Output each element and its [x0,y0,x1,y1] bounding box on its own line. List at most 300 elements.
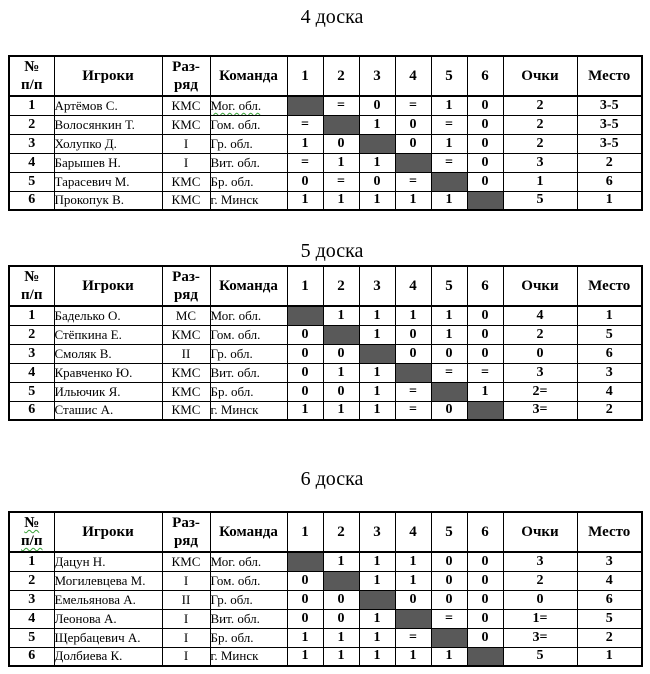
table-row [9,191,642,210]
cell-player: Щербацевич А. [54,628,162,647]
cell-points: 2 [503,571,577,590]
col-header-round-4: 4 [395,512,431,552]
cell-points: 2 [503,115,577,134]
cell-diagonal [395,363,431,382]
cell-result: 0 [287,609,323,628]
team-label: Бр. обл. [210,173,254,189]
col-header-team: Команда [210,56,287,96]
cell-place: 5 [577,325,642,344]
cell-place: 2 [577,401,642,420]
col-header-round-2: 2 [323,512,359,552]
col-header-round-4: 4 [395,266,431,306]
cell-result: 1 [359,609,395,628]
cell-rank: I [162,571,210,590]
cell-player: Смоляк В. [54,344,162,363]
col-header-round-3: 3 [359,56,395,96]
cell-diagonal [431,628,467,647]
board-title: 5 доска [300,240,364,262]
cell-team [210,96,287,115]
board-section [0,240,650,421]
cell-result: 0 [431,344,467,363]
table-row [9,609,642,628]
cell-team [210,552,287,571]
cell-diagonal [467,647,503,666]
cell-player: Холупко Д. [54,134,162,153]
header-row [9,512,642,552]
cell-diagonal [287,306,323,325]
cell-result: 0 [467,134,503,153]
cell-result: 1 [323,647,359,666]
cell-number: 2 [9,115,54,134]
board-title: 6 доска [300,468,364,490]
cell-diagonal [287,96,323,115]
cell-rank: I [162,628,210,647]
cell-result: 0 [467,153,503,172]
team-label: Гр. обл. [210,591,253,607]
cell-team [210,363,287,382]
cell-result: 1 [395,552,431,571]
cell-rank: КМС [162,363,210,382]
cell-rank: КМС [162,325,210,344]
cell-team [210,306,287,325]
cell-result: 1 [287,401,323,420]
cell-rank: КМС [162,96,210,115]
cell-points: 3= [503,628,577,647]
cell-rank: КМС [162,191,210,210]
header-number-line1: № [24,269,40,285]
col-header-rank [162,512,210,552]
cell-result: 1 [431,647,467,666]
cell-result: 1 [431,325,467,344]
cell-place: 6 [577,344,642,363]
team-label: Бр. обл. [210,383,254,399]
cell-result: 1 [359,363,395,382]
table-row [9,96,642,115]
cell-place: 1 [577,306,642,325]
cell-result: 0 [467,571,503,590]
cell-place: 3-5 [577,115,642,134]
col-header-round-2: 2 [323,266,359,306]
cell-number: 5 [9,172,54,191]
team-label: г. Минск [210,402,259,418]
cell-diagonal [359,590,395,609]
cell-number: 4 [9,153,54,172]
cell-result: 0 [287,172,323,191]
cell-result: = [431,153,467,172]
cell-result: 0 [395,134,431,153]
header-rank-line1: Раз- [172,59,200,75]
col-header-round-5: 5 [431,512,467,552]
header-number-line2: п/п [21,77,43,93]
header-rank-line1: Раз- [172,269,200,285]
cell-result: = [431,363,467,382]
cell-team [210,628,287,647]
cell-team [210,401,287,420]
col-header-players: Игроки [54,266,162,306]
cell-points: 2 [503,96,577,115]
cell-result: = [323,172,359,191]
cell-rank: КМС [162,172,210,191]
table-row [9,401,642,420]
col-header-points: Очки [503,512,577,552]
col-header-round-3: 3 [359,512,395,552]
cell-player: Сташис А. [54,401,162,420]
cell-place: 4 [577,571,642,590]
cell-result: 1 [359,382,395,401]
cell-place: 6 [577,172,642,191]
cell-place: 1 [577,191,642,210]
col-header-round-2: 2 [323,56,359,96]
cell-result: 1 [359,115,395,134]
table-row [9,647,642,666]
cell-points: 2 [503,325,577,344]
cell-result: 0 [323,134,359,153]
cell-result: 1 [359,628,395,647]
cell-result: 0 [467,344,503,363]
cell-result: 0 [467,628,503,647]
cell-points: 3 [503,153,577,172]
cell-diagonal [431,382,467,401]
cell-team [210,172,287,191]
cell-diagonal [323,325,359,344]
cell-rank: КМС [162,382,210,401]
crosstable [8,511,643,667]
table-row [9,153,642,172]
team-label: г. Минск [210,648,259,664]
cell-number: 5 [9,628,54,647]
cell-number: 4 [9,363,54,382]
cell-result: 0 [467,172,503,191]
cell-place: 6 [577,590,642,609]
cell-player: Артёмов С. [54,96,162,115]
cell-diagonal [395,609,431,628]
cell-number: 5 [9,382,54,401]
cell-number: 6 [9,191,54,210]
cell-place: 2 [577,153,642,172]
cell-result: 1 [431,191,467,210]
col-header-round-6: 6 [467,266,503,306]
cell-result: 0 [287,571,323,590]
cell-result: 0 [287,325,323,344]
cell-place: 3-5 [577,134,642,153]
col-header-round-5: 5 [431,266,467,306]
cell-result: 1 [359,571,395,590]
cell-result: = [395,628,431,647]
cell-result: 1 [287,191,323,210]
cell-rank: КМС [162,401,210,420]
cell-points: 4 [503,306,577,325]
cell-result: 1 [359,401,395,420]
col-header-round-1: 1 [287,266,323,306]
cell-points: 3 [503,552,577,571]
cell-diagonal [467,401,503,420]
cell-result: 0 [395,344,431,363]
cell-player: Могилевцева М. [54,571,162,590]
cell-points: 0 [503,344,577,363]
cell-result: = [323,96,359,115]
team-label: Гом. обл. [210,326,261,342]
cell-result: 1 [431,134,467,153]
cell-place: 3 [577,363,642,382]
cell-number: 6 [9,401,54,420]
cell-number: 4 [9,609,54,628]
cell-team [210,590,287,609]
team-label: Мог. обл. [210,97,262,113]
cell-result: 0 [287,363,323,382]
header-number-line1: № [24,59,40,75]
cell-diagonal [323,115,359,134]
cell-result: = [395,172,431,191]
crosstable [8,265,643,421]
col-header-round-3: 3 [359,266,395,306]
cell-result: 1 [359,647,395,666]
team-label: Вит. обл. [210,364,260,380]
cell-result: 1 [323,191,359,210]
cell-number: 2 [9,325,54,344]
cell-place: 4 [577,382,642,401]
cell-result: = [431,115,467,134]
cell-player: Баделько О. [54,306,162,325]
col-header-round-5: 5 [431,56,467,96]
team-label: Мог. обл. [210,307,262,323]
cell-place: 2 [577,628,642,647]
col-header-round-1: 1 [287,512,323,552]
cell-rank: II [162,344,210,363]
cell-number: 1 [9,96,54,115]
header-row [9,56,642,96]
cell-result: = [395,401,431,420]
team-label: Гом. обл. [210,116,261,132]
cell-player: Дацун Н. [54,552,162,571]
cell-place: 1 [577,647,642,666]
cell-result: 1 [359,306,395,325]
team-label: Гом. обл. [210,572,261,588]
cell-rank: МС [162,306,210,325]
col-header-points: Очки [503,56,577,96]
table-row [9,363,642,382]
cell-result: 0 [467,306,503,325]
cell-points: 1= [503,609,577,628]
cell-rank: КМС [162,552,210,571]
col-header-players: Игроки [54,512,162,552]
cell-result: 1 [323,552,359,571]
cell-result: 0 [395,115,431,134]
col-header-round-6: 6 [467,512,503,552]
cell-rank: I [162,609,210,628]
col-header-round-1: 1 [287,56,323,96]
board-section [0,6,650,211]
cell-result: 0 [359,172,395,191]
cell-rank: I [162,134,210,153]
cell-player: Долбиева К. [54,647,162,666]
crosstable [8,55,643,211]
table-row [9,382,642,401]
document [0,6,650,667]
cell-player: Барышев Н. [54,153,162,172]
cell-rank: КМС [162,115,210,134]
cell-result: 0 [323,344,359,363]
table-row [9,628,642,647]
table-row [9,115,642,134]
team-label: Вит. обл. [210,154,260,170]
cell-result: 0 [323,382,359,401]
table-row [9,325,642,344]
cell-points: 5 [503,191,577,210]
cell-result: 1 [287,628,323,647]
col-header-points: Очки [503,266,577,306]
col-header-rank [162,56,210,96]
header-rank-line2: ряд [173,533,199,549]
cell-result: 0 [467,590,503,609]
col-header-team: Команда [210,512,287,552]
cell-result: 1 [395,306,431,325]
cell-result: = [287,115,323,134]
cell-result: 1 [323,306,359,325]
cell-points: 1 [503,172,577,191]
cell-result: 0 [431,401,467,420]
cell-result: 1 [323,153,359,172]
cell-result: 1 [431,306,467,325]
header-number-line2: п/п [21,287,43,303]
table-row [9,172,642,191]
cell-player: Тарасевич М. [54,172,162,191]
cell-player: Прокопук В. [54,191,162,210]
cell-result: 0 [431,552,467,571]
cell-number: 2 [9,571,54,590]
cell-points: 3= [503,401,577,420]
cell-result: 1 [359,153,395,172]
table-row [9,306,642,325]
col-header-round-4: 4 [395,56,431,96]
cell-result: = [467,363,503,382]
team-label: г. Минск [210,192,259,208]
cell-number: 1 [9,306,54,325]
cell-rank: I [162,647,210,666]
cell-result: 1 [395,647,431,666]
col-header-place: Место [577,512,642,552]
cell-result: = [287,153,323,172]
col-header-players: Игроки [54,56,162,96]
cell-team [210,571,287,590]
cell-result: 1 [359,552,395,571]
cell-player: Емельянова А. [54,590,162,609]
cell-team [210,191,287,210]
cell-player: Кравченко Ю. [54,363,162,382]
cell-points: 3 [503,363,577,382]
board-section [0,468,650,667]
cell-result: 0 [287,590,323,609]
cell-result: 0 [359,96,395,115]
cell-rank: I [162,153,210,172]
cell-diagonal [287,552,323,571]
cell-result: 0 [467,609,503,628]
cell-team [210,344,287,363]
cell-player: Леонова А. [54,609,162,628]
col-header-number [9,266,54,306]
col-header-number [9,56,54,96]
cell-result: 1 [287,134,323,153]
cell-result: 1 [323,401,359,420]
table-row [9,590,642,609]
col-header-round-6: 6 [467,56,503,96]
team-label: Бр. обл. [210,629,254,645]
col-header-rank [162,266,210,306]
cell-team [210,153,287,172]
cell-team [210,609,287,628]
cell-result: 0 [467,96,503,115]
cell-diagonal [359,134,395,153]
cell-number: 1 [9,552,54,571]
cell-result: 1 [359,325,395,344]
board-title: 4 доска [300,6,364,28]
cell-result: 1 [287,647,323,666]
cell-result: = [395,96,431,115]
table-row [9,344,642,363]
cell-diagonal [359,344,395,363]
cell-number: 3 [9,134,54,153]
cell-points: 2 [503,134,577,153]
cell-result: 0 [431,590,467,609]
header-number-line1: № [24,515,40,531]
cell-result: 0 [467,115,503,134]
cell-result: 1 [323,628,359,647]
cell-points: 5 [503,647,577,666]
cell-number: 3 [9,344,54,363]
cell-team [210,325,287,344]
col-header-place: Место [577,56,642,96]
team-label: Гр. обл. [210,135,253,151]
cell-result: = [431,609,467,628]
cell-points: 0 [503,590,577,609]
col-header-place: Место [577,266,642,306]
cell-player: Волосянкин Т. [54,115,162,134]
cell-result: 0 [287,344,323,363]
cell-team [210,134,287,153]
team-label: Мог. обл. [210,553,262,569]
cell-rank: II [162,590,210,609]
team-label: Гр. обл. [210,345,253,361]
table-row [9,571,642,590]
header-rank-line1: Раз- [172,515,200,531]
cell-team [210,115,287,134]
cell-number: 6 [9,647,54,666]
col-header-number [9,512,54,552]
team-label: Вит. обл. [210,610,260,626]
cell-result: 1 [323,363,359,382]
cell-result: 0 [467,552,503,571]
header-rank-line2: ряд [173,287,199,303]
header-number-line2: п/п [21,533,43,549]
cell-result: 0 [395,325,431,344]
header-rank-line2: ряд [173,77,199,93]
cell-result: = [395,382,431,401]
cell-result: 0 [323,590,359,609]
cell-result: 1 [467,382,503,401]
cell-place: 3 [577,552,642,571]
cell-result: 0 [395,590,431,609]
cell-result: 1 [431,96,467,115]
cell-diagonal [395,153,431,172]
cell-team [210,382,287,401]
cell-place: 3-5 [577,96,642,115]
cell-number: 3 [9,590,54,609]
table-row [9,552,642,571]
cell-player: Ильючик Я. [54,382,162,401]
cell-diagonal [323,571,359,590]
cell-result: 1 [395,571,431,590]
cell-result: 0 [287,382,323,401]
header-row [9,266,642,306]
